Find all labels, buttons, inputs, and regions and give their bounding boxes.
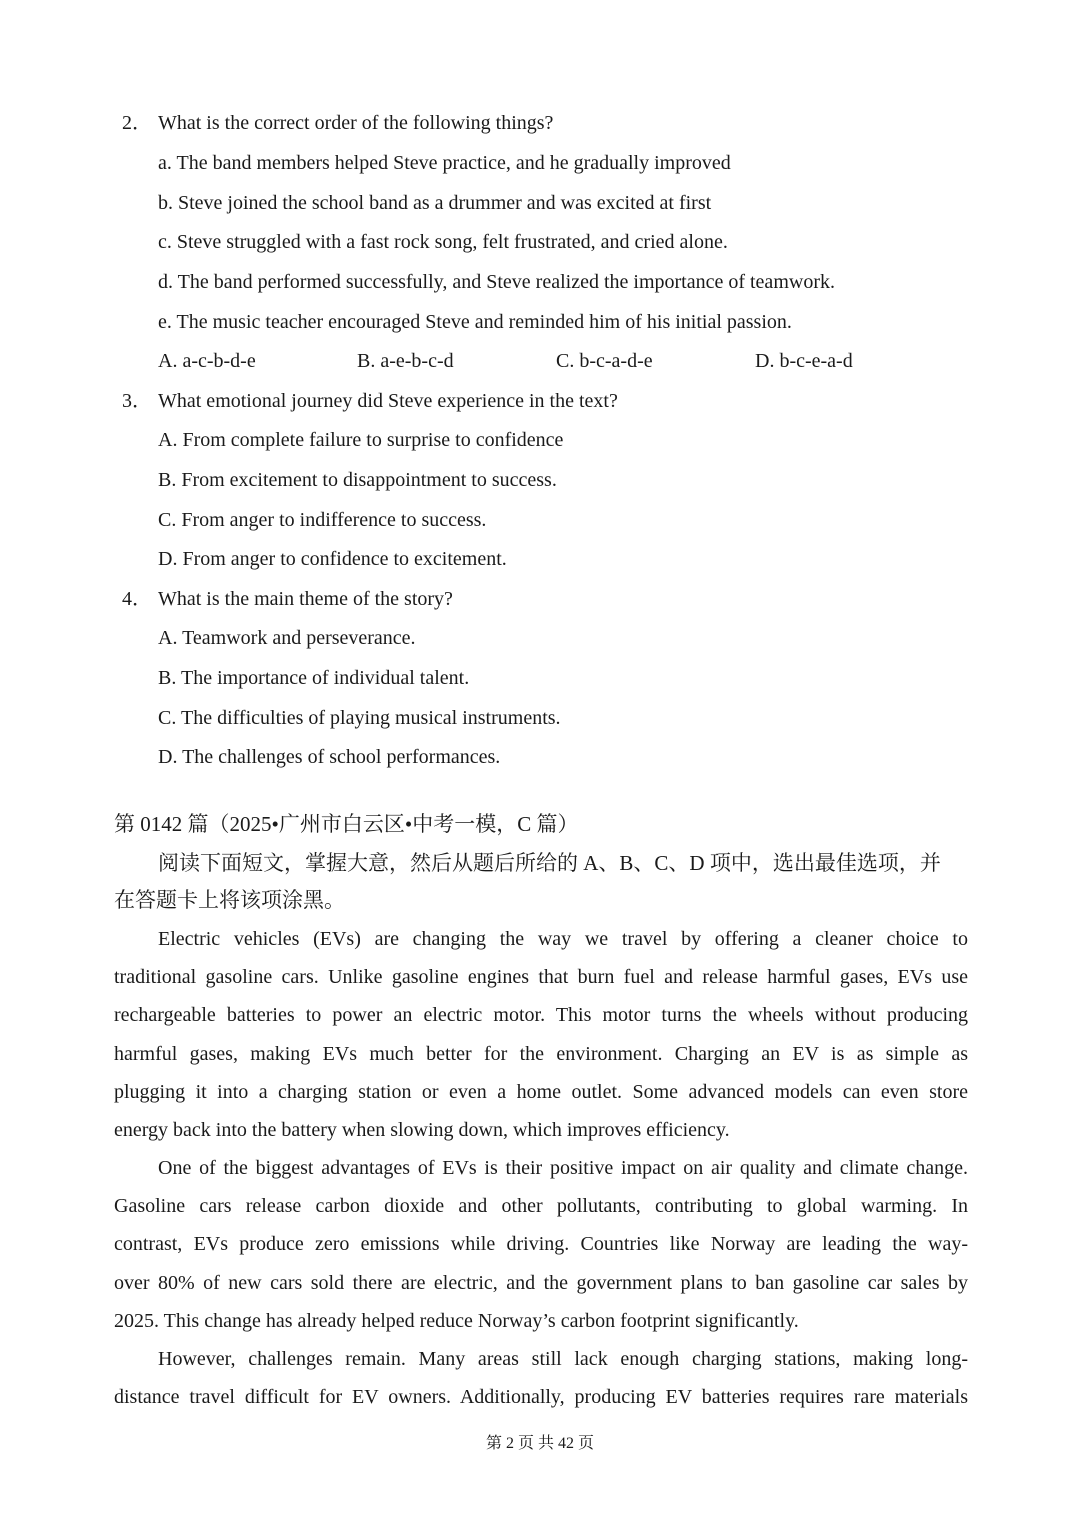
passage-line: However, challenges remain. Many areas still lack enough charging stations, making long- <box>158 1348 968 1370</box>
passage-line: Gasoline cars release carbon dioxide and other pollutants, contributing to global warming. In <box>114 1195 968 1217</box>
option-b: B. From excitement to disappointment to success. <box>158 469 557 491</box>
passage-line: harmful gases, making EVs much better for the environment. Charging an EV is as simple as <box>114 1043 968 1065</box>
question-text: What is the correct order of the following things? <box>158 112 554 134</box>
list-item: a. The band members helped Steve practice, and he gradually improved <box>158 152 731 174</box>
question-text: What is the main theme of the story? <box>158 588 453 610</box>
option-a: A. From complete failure to surprise to confidence <box>158 429 564 451</box>
list-item: d. The band performed successfully, and Steve realized the importance of teamwork. <box>158 271 835 293</box>
option-d: D. b-c-e-a-d <box>755 350 853 372</box>
option-c: C. From anger to indifference to success. <box>158 509 487 531</box>
passage-line: distance travel difficult for EV owners. Additionally, producing EV batteries requires rare materials <box>114 1386 968 1408</box>
question-number: 2． <box>122 112 152 134</box>
passage-line: plugging it into a charging station or even a home outlet. Some advanced models can even store <box>114 1081 968 1103</box>
list-item: b. Steve joined the school band as a drummer and was excited at first <box>158 192 712 214</box>
instruction-line: 在答题卡上将该项涂黑。 <box>114 888 345 912</box>
passage-line: One of the biggest advantages of EVs is their positive impact on air quality and climate change. <box>158 1157 968 1179</box>
passage-line: contrast, EVs produce zero emissions while driving. Countries like Norway are leading the way- <box>114 1233 968 1255</box>
passage-line: traditional gasoline cars. Unlike gasoline engines that burn fuel and release harmful gases, EVs use <box>114 966 968 988</box>
option-c: C. b-c-a-d-e <box>556 350 653 372</box>
instruction-line: 阅读下面短文，掌握大意，然后从题后所给的 A、B、C、D 项中，选出最佳选项，并 <box>158 851 941 875</box>
list-item: c. Steve struggled with a fast rock song, felt frustrated, and cried alone. <box>158 231 728 253</box>
option-a: A. Teamwork and perseverance. <box>158 627 416 649</box>
passage-line: over 80% of new cars sold there are electric, and the government plans to ban gasoline car sales by <box>114 1272 968 1294</box>
option-d: D. The challenges of school performances. <box>158 746 501 768</box>
option-b: B. The importance of individual talent. <box>158 667 470 689</box>
question-number: 4． <box>122 588 152 610</box>
passage-line: Electric vehicles (EVs) are changing the way we travel by offering a cleaner choice to <box>158 928 968 950</box>
passage-line: 2025. This change has already helped reduce Norway’s carbon footprint significantly. <box>114 1310 799 1332</box>
page-footer: 第 2 页 共 42 页 <box>485 1435 594 1452</box>
option-c: C. The difficulties of playing musical instruments. <box>158 707 561 729</box>
option-a: A. a-c-b-d-e <box>158 350 256 372</box>
option-b: B. a-e-b-c-d <box>357 350 454 372</box>
question-text: What emotional journey did Steve experience in the text? <box>158 390 618 412</box>
option-d: D. From anger to confidence to excitement. <box>158 548 507 570</box>
list-item: e. The music teacher encouraged Steve and reminded him of his initial passion. <box>158 311 792 333</box>
passage-line: rechargeable batteries to power an electric motor. This motor turns the wheels without producing <box>114 1004 968 1026</box>
section-heading: 第 0142 篇（2025•广州市白云区•中考一模，C 篇） <box>114 812 579 836</box>
question-number: 3． <box>122 390 152 412</box>
passage-line: energy back into the battery when slowing down, which improves efficiency. <box>114 1119 730 1141</box>
